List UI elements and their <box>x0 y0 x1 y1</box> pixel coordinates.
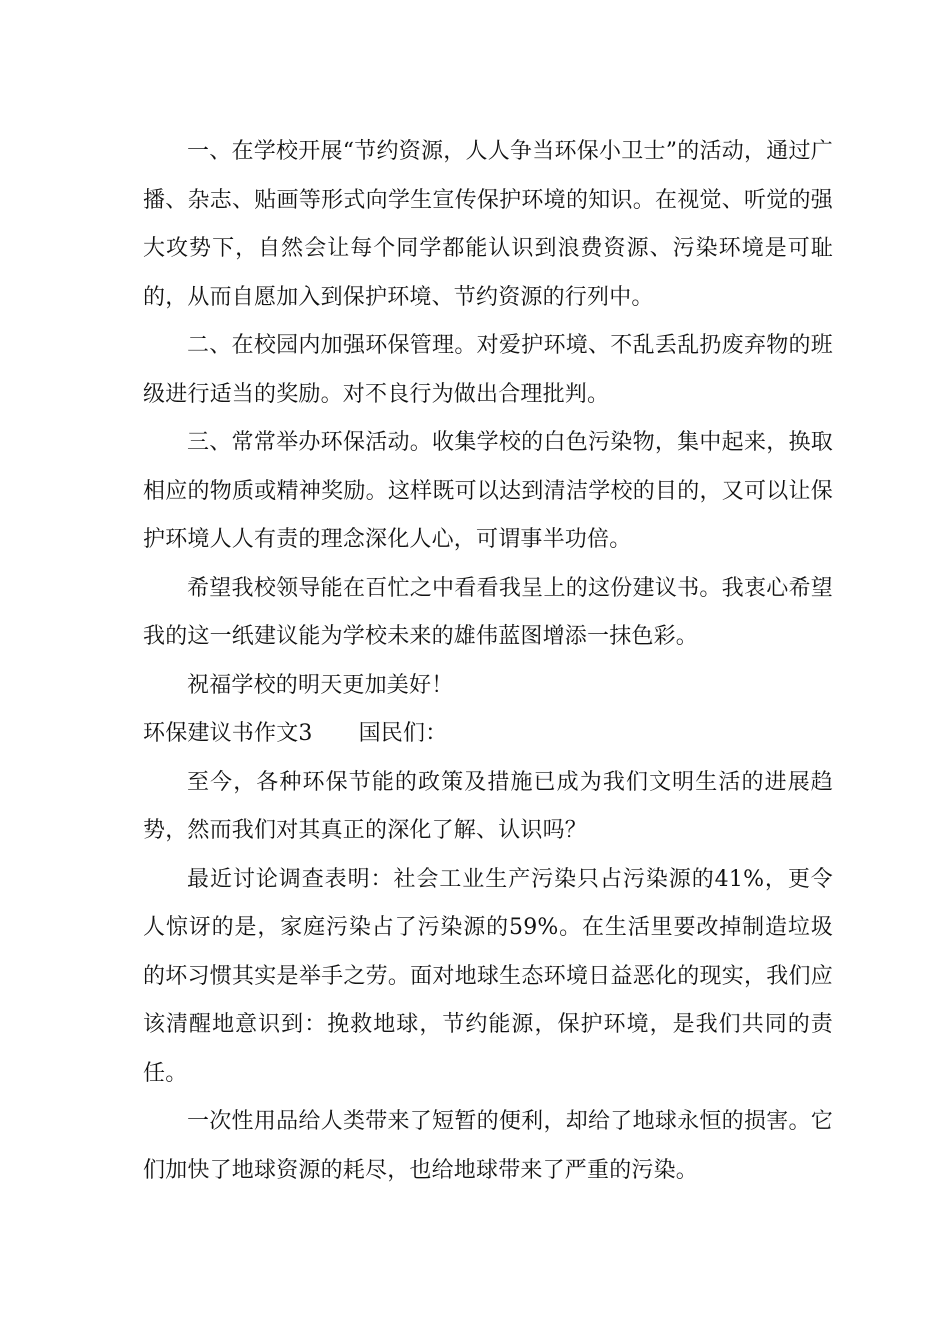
paragraph-policy-trend: 至今，各种环保节能的政策及措施已成为我们文明生活的进展趋势，然而我们对其真正的深化了解、认识吗？ <box>143 769 833 843</box>
essay-salutation: 国民们： <box>358 721 448 746</box>
paragraph-activity-proposal: 一、在学校开展“节约资源，人人争当环保小卫士”的活动，通过广播、杂志、贴画等形式向学生宣传保护环境的知识。在视觉、听觉的强大攻势下，自然会让每个同学都能认识到浪费资源、污染环境是可耻的，从而自愿加入到保护环境、节约资源的行列中。 <box>143 139 833 310</box>
paragraph-pollution-survey: 最近讨论调查表明：社会工业生产污染只占污染源的41%，更令人惊讶的是，家庭污染占了污染源的59%。在生活里要改掉制造垃圾的坏习惯其实是举手之劳。面对地球生态环境日益恶化的现实，我们应该清醒地意识到：挽救地球，节约能源，保护环境，是我们共同的责任。 <box>143 866 833 1086</box>
essay-heading-line <box>143 710 833 759</box>
paragraph-events-proposal: 三、常常举办环保活动。收集学校的白色污染物，集中起来，换取相应的物质或精神奖励。这样既可以达到清洁学校的目的，又可以让保护环境人人有责的理念深化人心，可谓事半功倍。 <box>143 430 833 552</box>
essay-title: 环保建议书作文3 <box>143 721 313 746</box>
paragraph-hope: 希望我校领导能在百忙之中看看我呈上的这份建议书。我衷心希望我的这一纸建议能为学校未来的雄伟蓝图增添一抹色彩。 <box>143 575 833 649</box>
paragraph-blessing: 祝福学校的明天更加美好！ <box>187 672 454 698</box>
paragraph-management-proposal: 二、在校园内加强环保管理。对爱护环境、不乱丢乱扔废弃物的班级进行适当的奖励。对不良行为做出合理批判。 <box>143 333 833 407</box>
paragraph-disposable-items: 一次性用品给人类带来了短暂的便利，却给了地球永恒的损害。它们加快了地球资源的耗尽，也给地球带来了严重的污染。 <box>143 1109 833 1183</box>
document-body <box>143 128 833 1195</box>
